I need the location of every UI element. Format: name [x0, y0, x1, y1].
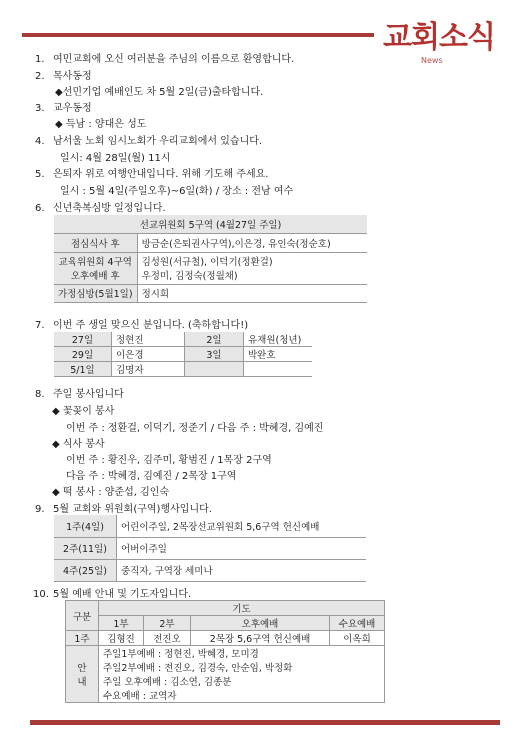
event-text: 어버이주일: [117, 537, 367, 559]
event-week: 1주(4일): [54, 515, 117, 537]
meal-line: 이번 주 : 황진우, 김주미, 황범진 / 1목장 2구역: [66, 455, 272, 466]
item-text: 목사동정: [53, 71, 92, 82]
item-5-detail: 일시 : 5월 4일(주일오후)~6일(화) / 장소 : 전남 여수: [60, 186, 294, 197]
header-second: 2부: [144, 616, 191, 631]
guide-line: 주일2부예배 : 전진오, 김경숙, 안순임, 박정화: [99, 660, 385, 674]
item-text: 5월 교회와 위원회(구역)행사입니다.: [53, 504, 212, 515]
visitation-table: [54, 215, 367, 303]
logo-title: 교회소식: [383, 20, 495, 55]
item-number: 8.: [35, 389, 45, 400]
worship-table: [65, 600, 385, 703]
meal-line: 다음 주 : 박혜경, 김예진 / 2목장 1구역: [66, 471, 237, 482]
item-number: 5.: [35, 169, 45, 180]
item-2-detail: ◆선민기업 예배인도 차 5월 2일(금)출타합니다.: [55, 87, 264, 98]
visitation-value: 방금순(은퇴권사구역),이은경, 유인숙(정순호): [137, 233, 367, 252]
guide-line: 주일 오후예배 : 김소연, 김종분: [99, 674, 385, 688]
guide-line: 주일1부예배 : 정현진, 박혜경, 모미경: [99, 646, 385, 661]
item-number: 3.: [35, 103, 45, 114]
footer-rule: [30, 720, 500, 725]
meal-title: ◆ 식사 봉사: [52, 439, 105, 450]
birthday-name: 이은경: [112, 347, 185, 362]
flower-title: ◆ 꽃꽂이 봉사: [52, 406, 115, 417]
visitation-value-line: 우정미, 김정숙(정월채): [141, 271, 238, 282]
header-first: 1부: [99, 616, 144, 631]
birthday-name: 정현진: [112, 332, 185, 347]
header-afternoon: 오후예배: [191, 616, 330, 631]
row-week: 1주: [66, 631, 99, 646]
event-text: 어린이주일, 2목장선교위원회 5,6구역 헌신예배: [117, 515, 367, 537]
item-number: 2.: [35, 71, 45, 82]
item-10: [33, 585, 191, 600]
item-1: [35, 50, 294, 65]
guide-label-char: 내: [77, 677, 87, 688]
wednesday-service: 이옥희: [330, 631, 385, 646]
flower-line: 이번 주 : 정환걸, 이덕기, 정준기 / 다음 주 : 박혜경, 김예진: [66, 423, 324, 434]
visitation-label-line: 교육위원회 4구역: [58, 257, 132, 268]
item-4: [35, 132, 262, 147]
guide-label: [66, 646, 99, 703]
item-4-detail: 일시: 4월 28일(월) 11시: [60, 153, 171, 164]
birthday-name: 박완호: [244, 347, 313, 362]
first-service: 김형진: [99, 631, 144, 646]
birthday-date: 3일: [185, 347, 244, 362]
birthday-date: 27일: [54, 332, 112, 347]
visitation-label: 가정심방(5월1일): [54, 284, 137, 302]
birthday-date: [185, 362, 244, 377]
header-division: 구분: [66, 601, 99, 631]
visitation-label: 점심식사 후: [54, 233, 137, 252]
item-number: 4.: [35, 136, 45, 147]
birthday-date: 5/1일: [54, 362, 112, 377]
item-9: [35, 500, 212, 515]
visitation-title: 선교위원회 5구역 (4월27일 주일): [54, 215, 367, 233]
item-number: 6.: [35, 203, 45, 214]
visitation-value: 정시희: [137, 284, 367, 302]
item-text: 신년축복심방 일정입니다.: [53, 203, 166, 214]
visitation-label: [54, 252, 137, 284]
header-wednesday: 수요예배: [330, 616, 385, 631]
second-service: 전진오: [144, 631, 191, 646]
item-text: 여민교회에 오신 여러분을 주님의 이름으로 환영합니다.: [53, 54, 295, 65]
header-rule: [22, 33, 374, 37]
item-3-detail: ◆ 득남 : 양대은 성도: [55, 119, 147, 130]
item-text: 이번 주 생일 맞으신 분입니다. (축하합니다!): [53, 320, 249, 331]
visitation-value: [137, 252, 367, 284]
event-week: 2주(11일): [54, 537, 117, 559]
item-text: 교우동정: [53, 103, 92, 114]
header-prayer: 기도: [99, 601, 385, 616]
item-number: 9.: [35, 504, 45, 515]
item-text: 주일 봉사입니다: [53, 389, 124, 400]
item-number: 1.: [35, 54, 45, 65]
item-7: [35, 316, 248, 331]
birthday-name: [244, 362, 313, 377]
visitation-label-line: 오후예배 후: [70, 271, 120, 282]
guide-line: 수요예배 : 교역자: [99, 688, 385, 703]
guide-label-char: 안: [77, 663, 87, 674]
item-number: 7.: [35, 320, 45, 331]
birthday-date: 29일: [54, 347, 112, 362]
birthday-date: 2일: [185, 332, 244, 347]
birthday-name: 유재원(청년): [244, 332, 313, 347]
event-week: 4주(25일): [54, 559, 117, 581]
item-text: 은퇴자 위로 여행안내입니다. 위해 기도해 주세요.: [53, 169, 269, 180]
item-6: [35, 199, 166, 214]
item-8: [35, 385, 124, 400]
logo-subtitle: News: [421, 56, 443, 65]
ricecake-line: ◆ 떡 봉사 : 양준섭, 김인숙: [52, 487, 170, 498]
birthday-name: 김명자: [112, 362, 185, 377]
item-2: [35, 67, 92, 82]
event-text: 중직자, 구역장 세미나: [117, 559, 367, 581]
afternoon-service: 2목장 5,6구역 헌신예배: [191, 631, 330, 646]
item-3: [35, 99, 92, 114]
events-table: [54, 515, 366, 582]
item-text: 남서울 노회 임시노회가 우리교회에서 있습니다.: [53, 136, 263, 147]
item-number: 10.: [33, 589, 49, 600]
birthday-table: [54, 332, 312, 377]
logo: [383, 10, 511, 72]
item-text: 5월 예배 안내 및 기도자입니다.: [53, 589, 192, 600]
item-5: [35, 165, 268, 180]
visitation-value-line: 김성원(서규철), 이덕기(정환걸): [141, 257, 273, 268]
